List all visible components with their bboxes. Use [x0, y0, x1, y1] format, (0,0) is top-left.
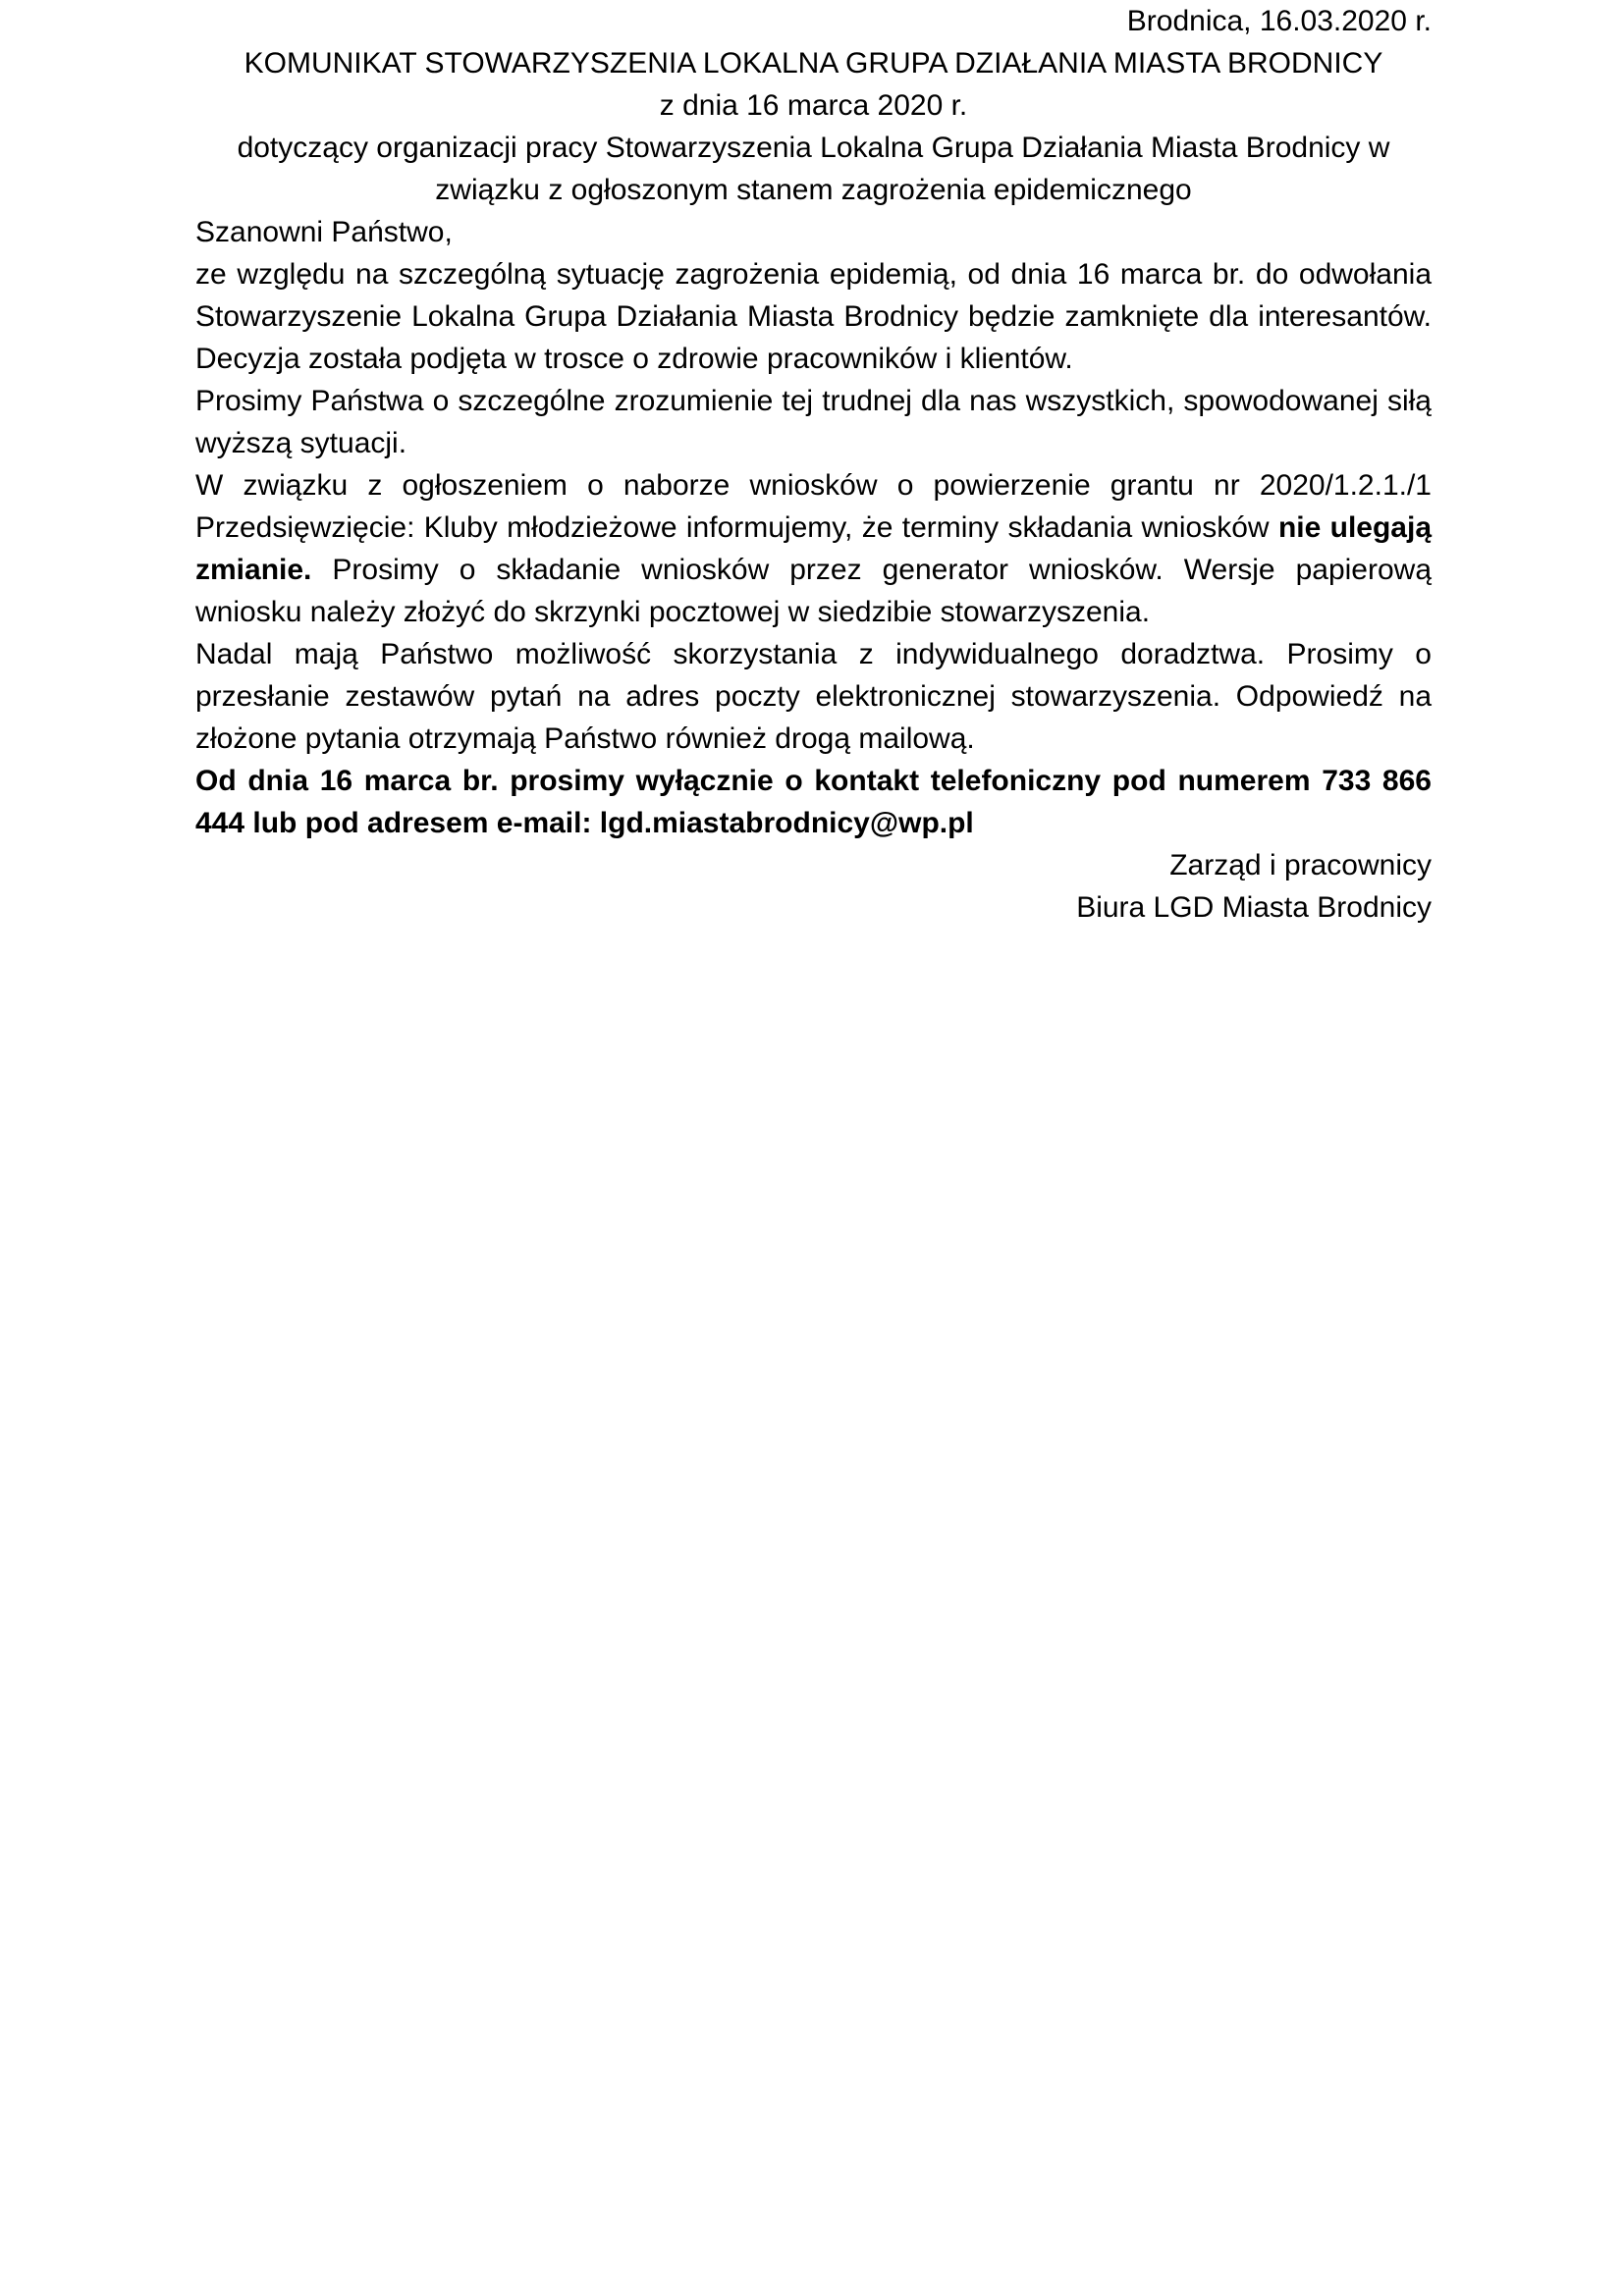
paragraph-grant-part2: Prosimy o składanie wniosków przez generator wniosków. Wersje papierową wniosku należy złożyć do skrzynki pocztowej w siedzibie stowarzyszenia. [195, 554, 1432, 628]
paragraph-understanding-request: Prosimy Państwa o szczególne zrozumienie tej trudnej dla nas wszystkich, spowodowanej siłą wyższą sytuacji. [195, 385, 1432, 459]
salutation: Szanowni Państwo, [195, 216, 453, 248]
paragraph-closure-notice: ze względu na szczególną sytuację zagrożenia epidemią, od dnia 16 marca br. do odwołania Stowarzyszenie Lokalna Grupa Działania Miasta Brodnicy będzie zamknięte dla interesantów. Decyzja została podjęta w trosce o zdrowie pracowników i klientów. [195, 258, 1432, 375]
signature-organization: Biura LGD Miasta Brodnicy [1076, 891, 1432, 924]
paragraph-grant-part1: W związku z ogłoszeniem o naborze wniosków o powierzenie grantu nr 2020/1.2.1./1 Przedsięwzięcie: Kluby młodzieżowe informujemy, że terminy składania wniosków [195, 469, 1432, 544]
paragraph-grant-applications [195, 464, 1432, 633]
paragraph-contact-info: Od dnia 16 marca br. prosimy wyłącznie o kontakt telefoniczny pod numerem 733 866 444 lub pod adresem e-mail: lgd.miastabrodnicy@wp.pl [195, 765, 1432, 839]
date-line: Brodnica, 16.03.2020 r. [1126, 5, 1432, 37]
letter-heading-date: z dnia 16 marca 2020 r. [659, 89, 968, 122]
letter-title: KOMUNIKAT STOWARZYSZENIA LOKALNA GRUPA DZIAŁANIA MIASTA BRODNICY [244, 47, 1383, 80]
paragraph-grant-bold-emphasis: nie ulegają zmianie. [195, 511, 1432, 586]
paragraph-advisory-services: Nadal mają Państwo możliwość skorzystania z indywidualnego doradztwa. Prosimy o przesłanie zestawów pytań na adres poczty elektronicznej stowarzyszenia. Odpowiedź na złożone pytania otrzymają Państwo również drogą mailową. [195, 638, 1432, 755]
letter-subject: dotyczący organizacji pracy Stowarzyszenia Lokalna Grupa Działania Miasta Brodnicy w związku z ogłoszonym stanem zagrożenia epidemicznego [237, 132, 1390, 206]
signature-role: Zarząd i pracownicy [1169, 849, 1432, 881]
